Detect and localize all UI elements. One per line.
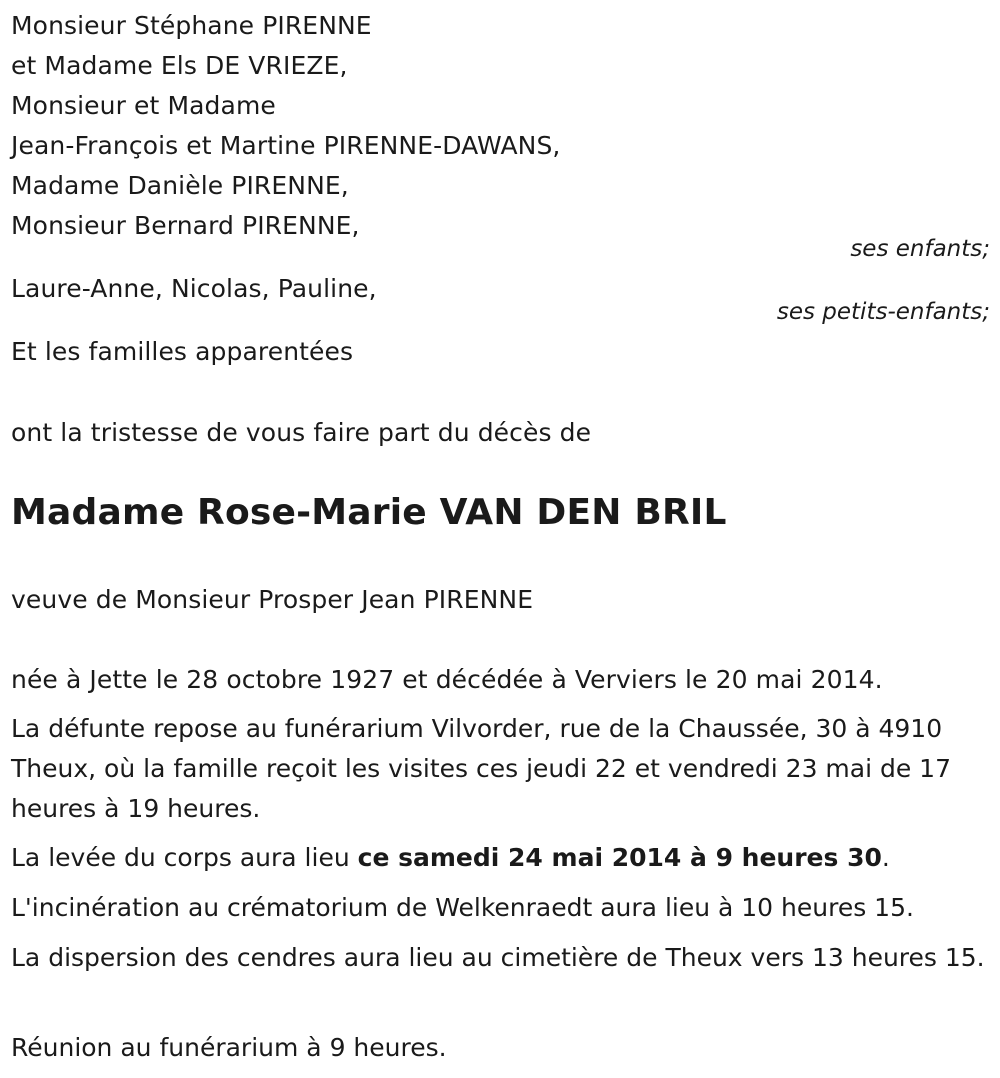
grandchildren-label: ses petits-enfants; <box>776 299 990 325</box>
family-line-2: et Madame Els DE VRIEZE, <box>11 51 348 80</box>
birth-death-line: née à Jette le 28 octobre 1927 et décédée à Verviers le 20 mai 2014. <box>11 665 883 694</box>
deceased-name: Madame Rose-Marie VAN DEN BRIL <box>11 492 727 533</box>
meeting-paragraph: Réunion au funérarium à 9 heures. <box>11 1033 447 1062</box>
family-line-5: Madame Danièle PIRENNE, <box>11 171 349 200</box>
family-line-6: Monsieur Bernard PIRENNE, <box>11 211 360 240</box>
relatives-line: Et les familles apparentées <box>11 337 354 366</box>
family-line-4: Jean-François et Martine PIRENNE-DAWANS, <box>11 131 561 160</box>
reposing-paragraph: La défunte repose au funérarium Vilvorder, rue de la Chaussée, 30 à 4910 Theux, où la famille reçoit les visites ces jeudi 22 et vendredi 23 mai de 17 heures à 19 heures. <box>11 714 951 823</box>
children-label: ses enfants; <box>850 236 990 262</box>
family-line-1: Monsieur Stéphane PIRENNE <box>11 11 372 40</box>
grandchildren-line: Laure-Anne, Nicolas, Pauline, <box>11 274 377 303</box>
widow-of-line: veuve de Monsieur Prosper Jean PIRENNE <box>11 585 534 614</box>
announcement-line: ont la tristesse de vous faire part du décès de <box>11 418 592 447</box>
levee-prefix: La levée du corps aura lieu <box>11 843 358 872</box>
dispersion-paragraph: La dispersion des cendres aura lieu au cimetière de Theux vers 13 heures 15. <box>11 943 985 972</box>
levee-paragraph <box>11 838 991 878</box>
cremation-paragraph: L'incinération au crématorium de Welkenraedt aura lieu à 10 heures 15. <box>11 893 914 922</box>
levee-date-time: ce samedi 24 mai 2014 à 9 heures 30 <box>357 843 882 872</box>
family-line-3: Monsieur et Madame <box>11 91 276 120</box>
levee-suffix: . <box>881 843 890 872</box>
